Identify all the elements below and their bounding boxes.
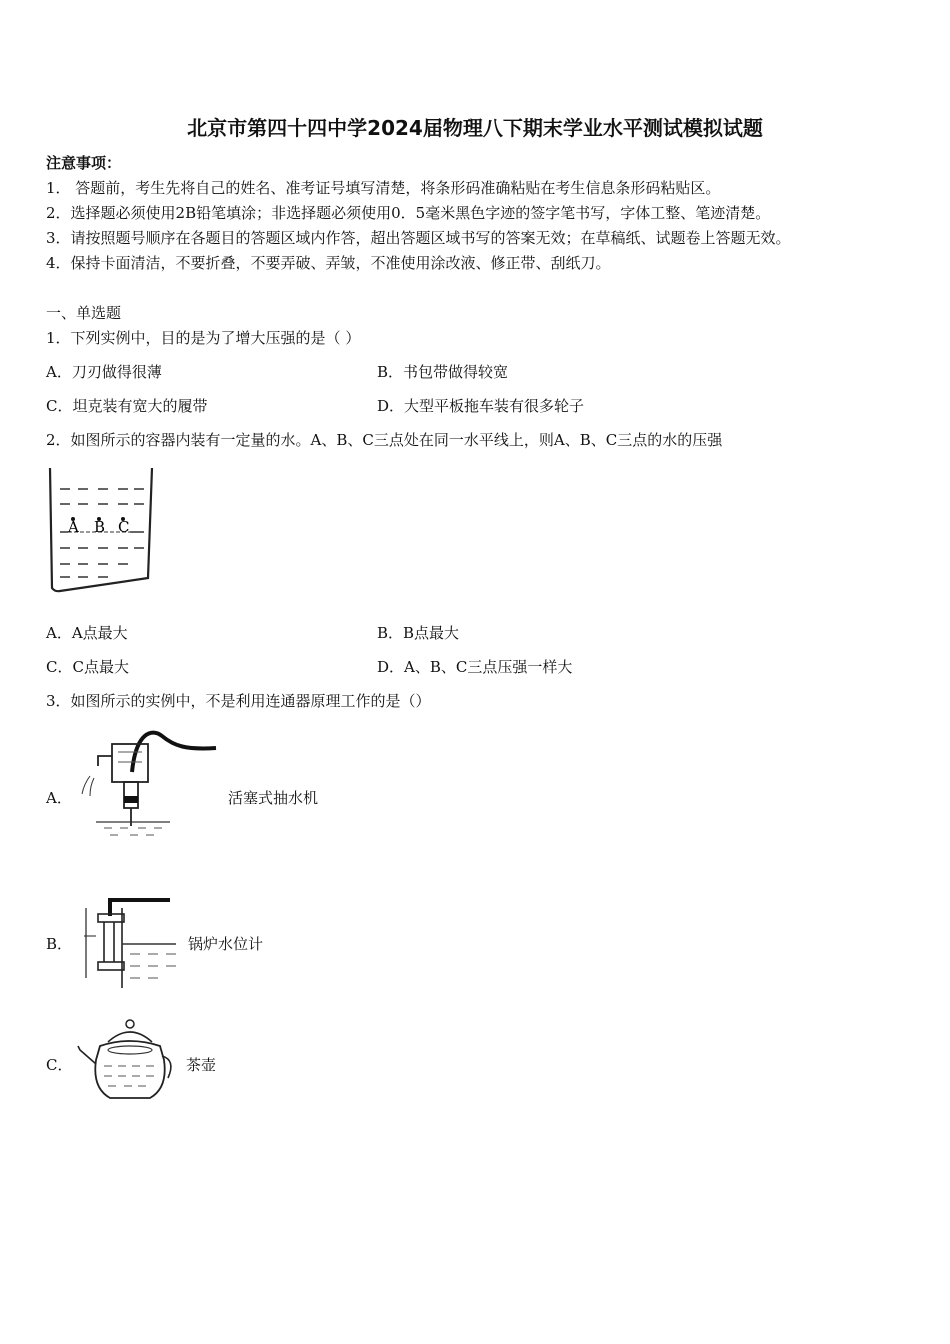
- question-3-option-b-letter: B．: [46, 935, 73, 953]
- question-3-option-c-text: 茶壶: [186, 1056, 217, 1074]
- question-3-option-c-letter: C．: [46, 1056, 73, 1074]
- teapot-figure: [72, 1016, 180, 1106]
- question-3-option-b-text: 锅炉水位计: [188, 935, 264, 953]
- notice-item-2: 2．选择题必须使用2B铅笔填涂；非选择题必须使用0．5毫米黑色字迹的签字笔书写，字体工整、笔迹清楚。: [46, 204, 771, 222]
- question-3-stem: 3．如图所示的实例中，不是利用连通器原理工作的是（）: [46, 692, 431, 710]
- question-2-option-b: B．B点最大: [377, 624, 460, 642]
- notice-heading: 注意事项：: [46, 154, 122, 172]
- question-1-option-a: A．刀刃做得很薄: [46, 363, 162, 381]
- question-2-option-c: C．C点最大: [46, 658, 129, 676]
- notice-item-1: 1． 答题前，考生先将自己的姓名、准考证号填写清楚，将条形码准确粘贴在考生信息条形码粘贴区。: [46, 179, 721, 197]
- question-3-option-a-text: 活塞式抽水机: [228, 789, 319, 807]
- question-2-option-d: D．A、B、C三点压强一样大: [377, 658, 573, 676]
- question-2-stem: 2．如图所示的容器内装有一定量的水。A、B、C三点处在同一水平线上，则A、B、C三点的水的压强: [46, 431, 723, 449]
- container-water-figure: [46, 464, 158, 596]
- notice-item-4: 4．保持卡面清洁，不要折叠，不要弄破、弄皱，不准使用涂改液、修正带、刮纸刀。: [46, 254, 611, 272]
- question-1-option-b: B．书包带做得较宽: [377, 363, 509, 381]
- question-3-option-a-letter: A．: [46, 789, 72, 807]
- section-heading-single-choice: 一、单选题: [46, 304, 122, 322]
- notice-item-3: 3．请按照题号顺序在各题目的答题区域内作答，超出答题区域书写的答案无效；在草稿纸、试题卷上答题无效。: [46, 229, 791, 247]
- point-c-label: C: [118, 518, 130, 536]
- point-a-label: A: [68, 518, 79, 536]
- point-b-label: B: [94, 518, 106, 536]
- question-1-stem: 1．下列实例中，目的是为了增大压强的是（ ）: [46, 329, 361, 347]
- piston-pump-figure: [78, 722, 220, 844]
- page-title: 北京市第四十四中学2024届物理八下期末学业水平测试模拟试题: [187, 116, 763, 140]
- question-2-option-a: A．A点最大: [46, 624, 128, 642]
- boiler-gauge-figure: [76, 894, 180, 994]
- question-1-option-d: D．大型平板拖车装有很多轮子: [377, 397, 585, 415]
- question-1-option-c: C．坦克装有宽大的履带: [46, 397, 208, 415]
